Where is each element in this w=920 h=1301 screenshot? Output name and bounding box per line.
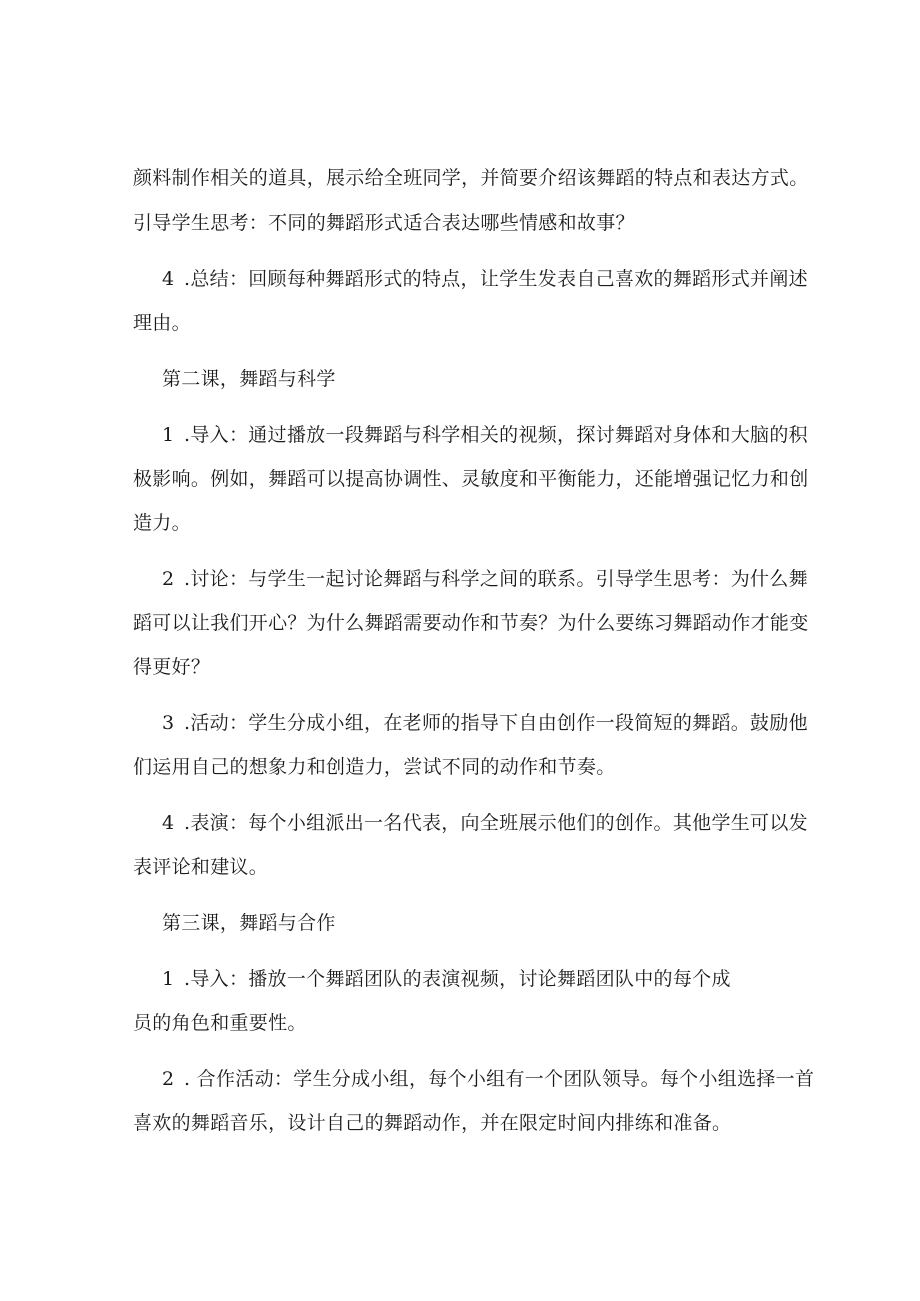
paragraph-line: 颜料制作相关的道具，展示给全班同学，并简要介绍该舞蹈的特点和表达方式。 bbox=[133, 167, 809, 189]
list-item-line: 极影响。例如，舞蹈可以提高协调性、灵敏度和平衡能力，还能增强记忆力和创 bbox=[133, 468, 809, 490]
list-item-line bbox=[162, 566, 808, 592]
list-item-text: .活动：学生分成小组，在老师的指导下自由创作一段简短的舞蹈。鼓励他 bbox=[184, 712, 808, 734]
list-item-number: 2 bbox=[162, 568, 175, 590]
list-item-line bbox=[162, 1066, 814, 1092]
list-item-line: 蹈可以让我们开心？为什么舞蹈需要动作和节奏？为什么要练习舞蹈动作才能变 bbox=[133, 612, 809, 634]
paragraph-line: 引导学生思考：不同的舞蹈形式适合表达哪些情感和故事？ bbox=[133, 212, 635, 234]
list-item-line bbox=[162, 266, 808, 292]
list-item-text: .导入：通过播放一段舞蹈与科学相关的视频，探讨舞蹈对身体和大脑的积 bbox=[184, 424, 808, 446]
list-item-text: .讨论：与学生一起讨论舞蹈与科学之间的联系。引导学生思考：为什么舞 bbox=[184, 568, 808, 590]
list-item-line bbox=[162, 422, 808, 448]
lesson-heading: 第二课，舞蹈与科学 bbox=[162, 368, 336, 390]
list-item-line: 们运用自己的想象力和创造力，尝试不同的动作和节奏。 bbox=[133, 756, 616, 778]
list-item-line: 得更好？ bbox=[133, 656, 211, 678]
list-item-text: . 合作活动：学生分成小组，每个小组有一个团队领导。每个小组选择一首 bbox=[184, 1068, 815, 1090]
list-item-line bbox=[162, 710, 808, 736]
list-item-text: .表演：每个小组派出一名代表，向全班展示他们的创作。其他学生可以发 bbox=[184, 812, 808, 834]
list-item-number: 1 bbox=[162, 424, 175, 446]
list-item-line: 理由。 bbox=[133, 312, 191, 334]
list-item-number: 3 bbox=[162, 712, 175, 734]
list-item-line bbox=[162, 966, 731, 992]
lesson-heading: 第三课，舞蹈与合作 bbox=[162, 912, 336, 934]
list-item-line bbox=[162, 810, 808, 836]
list-item-number: 2 bbox=[162, 1068, 175, 1090]
list-item-line: 造力。 bbox=[133, 512, 191, 534]
list-item-number: 1 bbox=[162, 968, 175, 990]
list-item-line: 喜欢的舞蹈音乐，设计自己的舞蹈动作，并在限定时间内排练和准备。 bbox=[133, 1112, 732, 1134]
list-item-line: 员的角色和重要性。 bbox=[133, 1012, 307, 1034]
list-item-number: 4 bbox=[162, 268, 175, 290]
list-item-number: 4 bbox=[162, 812, 175, 834]
list-item-line: 表评论和建议。 bbox=[133, 856, 269, 878]
list-item-text: .总结：回顾每种舞蹈形式的特点，让学生发表自己喜欢的舞蹈形式并阐述 bbox=[184, 268, 808, 290]
list-item-text: .导入：播放一个舞蹈团队的表演视频，讨论舞蹈团队中的每个成 bbox=[184, 968, 731, 990]
